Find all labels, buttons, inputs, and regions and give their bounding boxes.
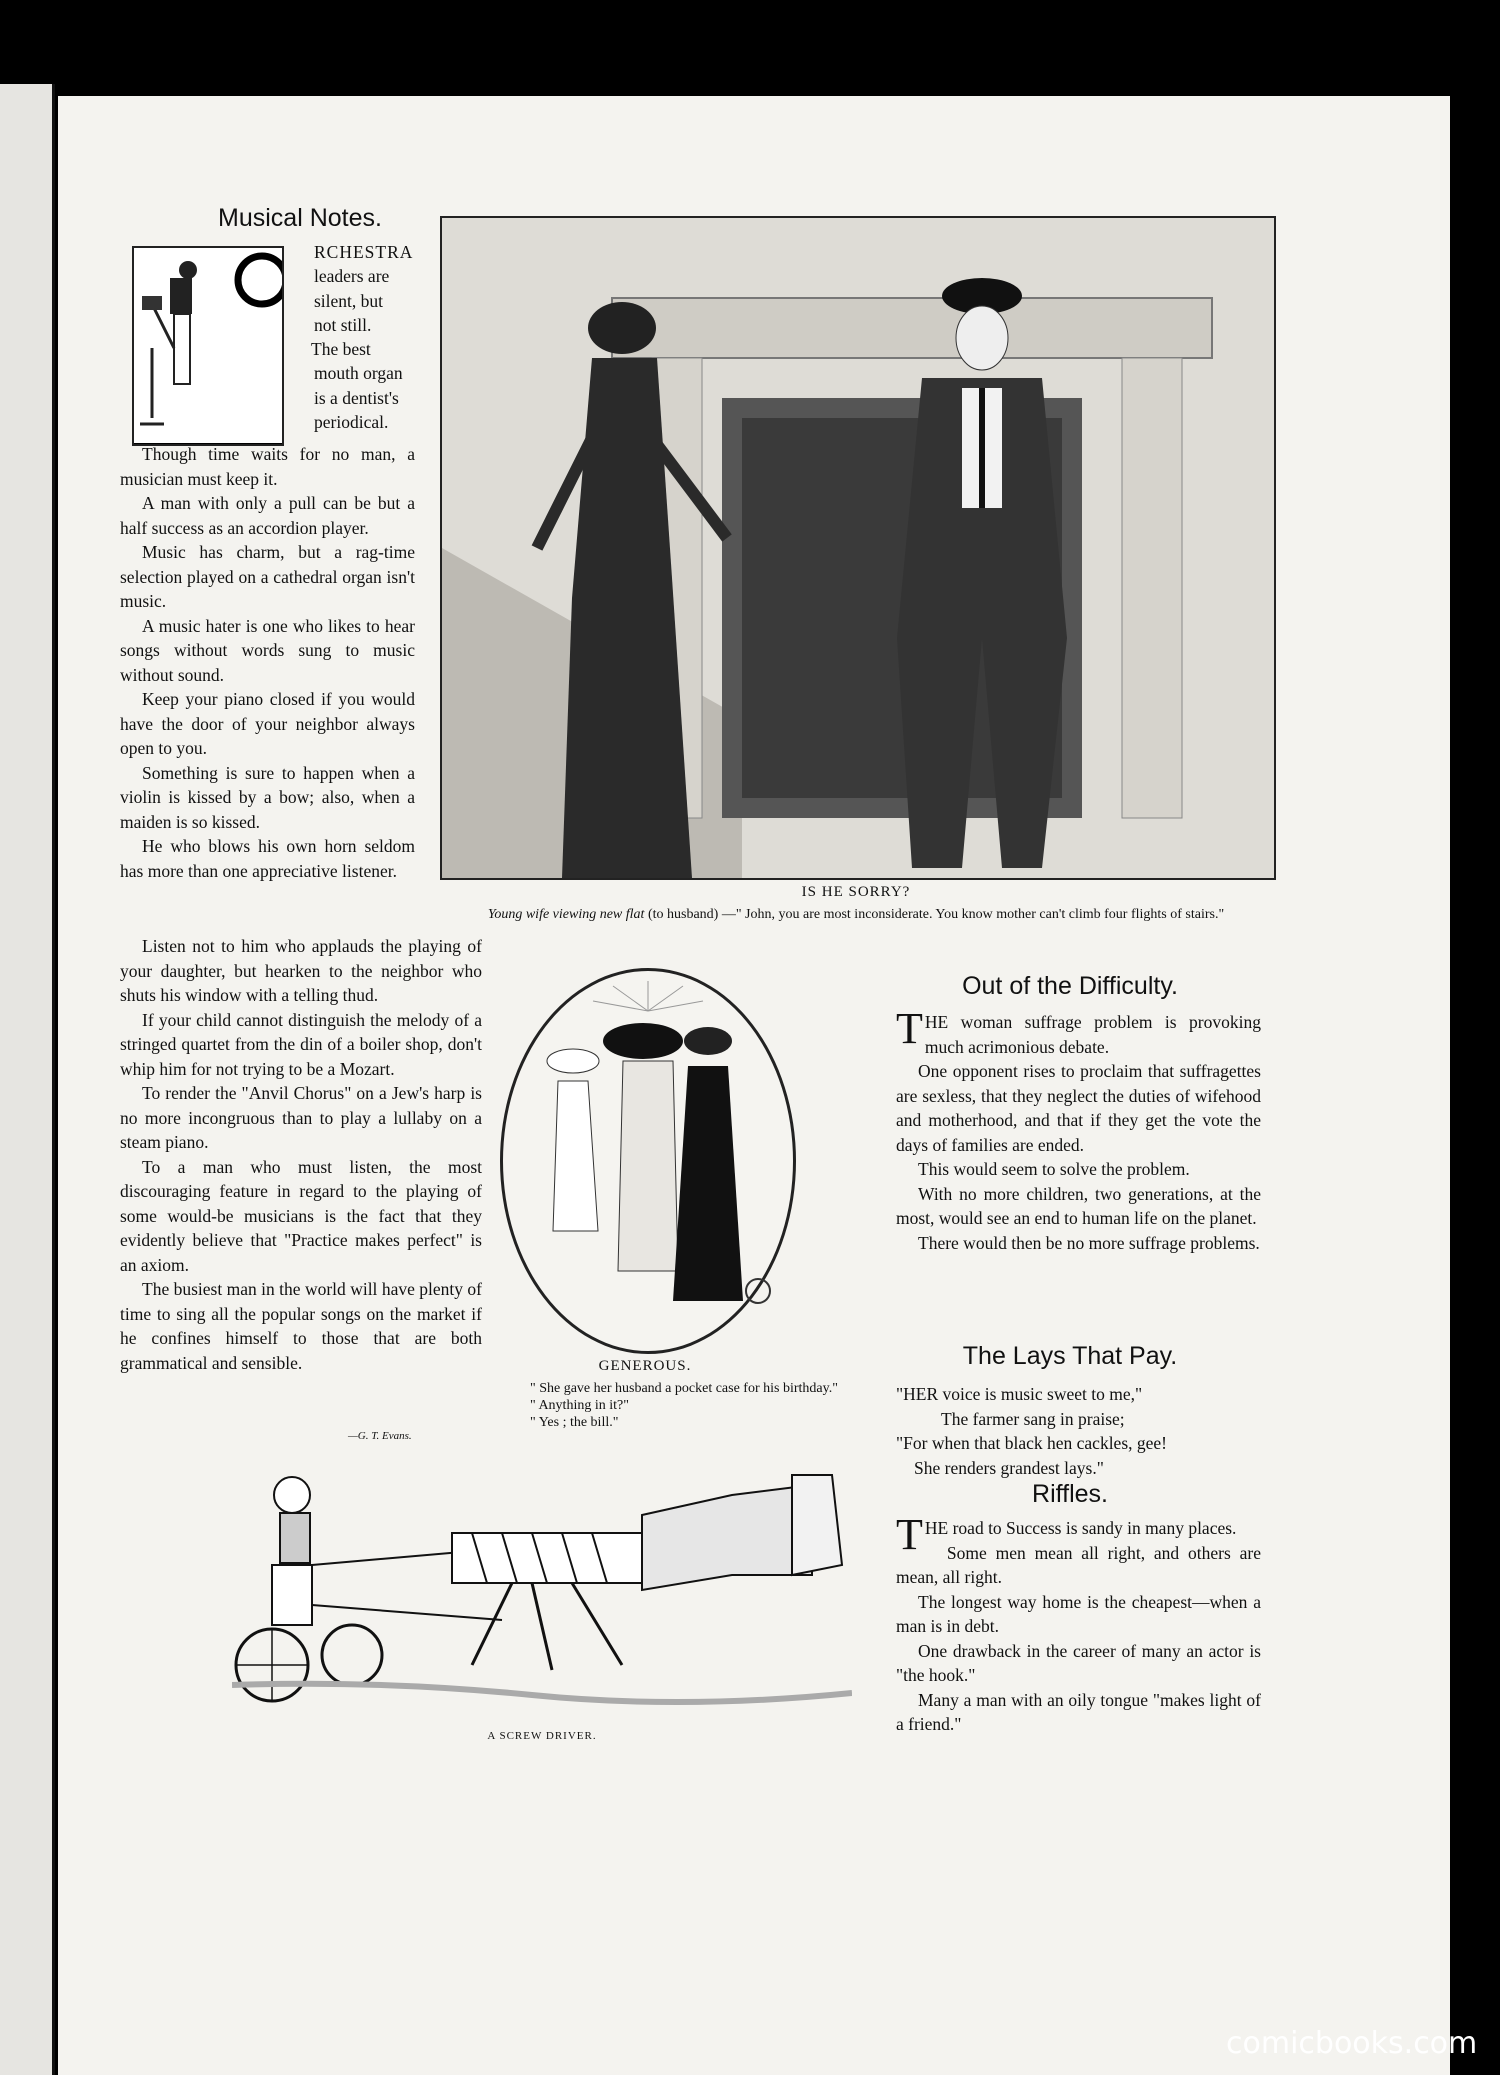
screw-driver-drawing [232,1455,852,1710]
paragraph: Keep your piano closed if you would have the door of your neighbor always open to you. [120,689,415,758]
opening-line: is a dentist's [314,387,399,408]
paragraph: Though time waits for no man, a musician must keep it. [120,444,415,489]
opening-line: mouth organ [314,363,403,384]
musical-notes-opening [311,240,420,434]
paragraph: He who blows his own horn seldom has more than one appreciative listener. [120,836,415,881]
paragraph: To a man who must listen, the most discouraging feature in regard to the playing of some would-be musicians is the fact that they evidently believe that "Practice makes perfect" is an axiom. [120,1156,482,1275]
paragraph: There would then be no more suffrage problems. [918,1232,1260,1253]
poem-line: She renders grandest lays." [914,1457,1104,1478]
lays-poem [896,1382,1266,1480]
paragraph: Music has charm, but a rag-time selection played on a cathedral organ isn't music. [120,542,415,611]
difficulty-dropcap: T [896,1004,923,1053]
opening-line: not still. [314,314,372,335]
paragraph: Some men mean all right, and others are mean, all right. [896,1542,1261,1587]
musical-notes-signature: —G. T. Evans. [348,1430,412,1442]
paragraph: Many a man with an oily tongue "makes light of a friend." [896,1689,1261,1734]
conductor-drawing [134,248,282,444]
opening-line: RCHESTRA [314,242,414,262]
paragraph: Listen not to him who applauds the playing of your daughter, but hearken to the neighbor who shuts his window with a telling thud. [120,936,482,1005]
poem-line: "HER voice is music sweet to me," [896,1384,1143,1404]
first-paragraph [896,1004,1261,1059]
paragraph: If your child cannot distinguish the melody of a stringed quartet from the din of a boiler shop, don't whip him for not trying to be a Mozart. [120,1009,482,1079]
is-he-sorry-illustration [440,216,1276,880]
lays-title: The Lays That Pay. [962,1342,1178,1370]
is-he-sorry-caption [450,906,1262,923]
paragraph: The longest way home is the cheapest—when a man is in debt. [896,1591,1261,1636]
site-watermark: comicbooks.com [1226,2026,1478,2061]
three-women-drawing [503,971,793,1351]
screw-driver-title: A SCREW DRIVER. [487,1730,597,1742]
musical-notes-body-upper [120,442,415,883]
caption-rest: (to husband) —" John, you are most inconsiderate. You know mother can't climb four flights of stairs." [644,907,1225,922]
opening-line: leaders are [314,266,390,287]
couple-at-fireplace-drawing [442,218,1274,878]
opening-line: periodical. [314,412,389,433]
caption-line: " She gave her husband a pocket case for his birthday." [530,1381,838,1396]
generous-title: GENEROUS. [598,1358,692,1374]
paragraph: The busiest man in the world will have plenty of time to sing all the popular songs on the market if he confines himself to those that are both grammatical and sensible. [120,1279,482,1373]
paragraph: With no more children, two generations, at the most, would see an end to human life on the planet. [896,1183,1261,1228]
difficulty-title: Out of the Difficulty. [962,972,1178,1000]
riffles-body [896,1510,1261,1737]
paragraph: This would seem to solve the problem. [918,1159,1190,1179]
poem-line: "For when that black hen cackles, gee! [896,1433,1167,1453]
caption-line: " Anything in it?" [530,1398,629,1413]
paragraph: One drawback in the career of many an actor is "the hook." [896,1640,1261,1685]
opening-line: The best [311,339,371,360]
generous-caption [508,1380,868,1431]
musical-notes-body-lower [120,934,482,1375]
opening-line: silent, but [314,290,384,311]
paragraph: A music hater is one who likes to hear songs without words sung to music without sound. [120,615,415,685]
difficulty-body [896,1004,1261,1255]
first-paragraph [896,1510,1261,1559]
first-paragraph-text: HE road to Success is sandy in many places. [924,1518,1237,1538]
orchestra-conductor-illustration [132,246,284,446]
riffles-dropcap: T [896,1510,923,1559]
paragraph: Something is sure to happen when a violin is kissed by a bow; also, when a maiden is so kissed. [120,762,415,832]
paragraph: One opponent rises to proclaim that suffragettes are sexless, that they neglect the duties of wifehood and motherhood, and that if they get the vote the days of families are ended. [896,1061,1261,1155]
paragraph: A man with only a pull can be but a half success as an accordion player. [120,493,415,538]
caption-italic: Young wife viewing new flat [487,907,645,922]
paragraph: To render the "Anvil Chorus" on a Jew's harp is no more incongruous than to play a lullaby on a steam piano. [120,1083,482,1152]
screw-driver-illustration [232,1455,852,1710]
poem-line: The farmer sang in praise; [941,1408,1125,1429]
generous-illustration [500,968,796,1354]
previous-page-edge [0,84,55,2075]
is-he-sorry-title: IS HE SORRY? [801,884,911,900]
riffles-title: Riffles. [1032,1480,1108,1508]
musical-notes-title: Musical Notes. [218,204,382,232]
caption-line: " Yes ; the bill." [530,1415,619,1430]
first-paragraph-text: HE woman suffrage problem is provoking much acrimonious debate. [924,1012,1261,1057]
